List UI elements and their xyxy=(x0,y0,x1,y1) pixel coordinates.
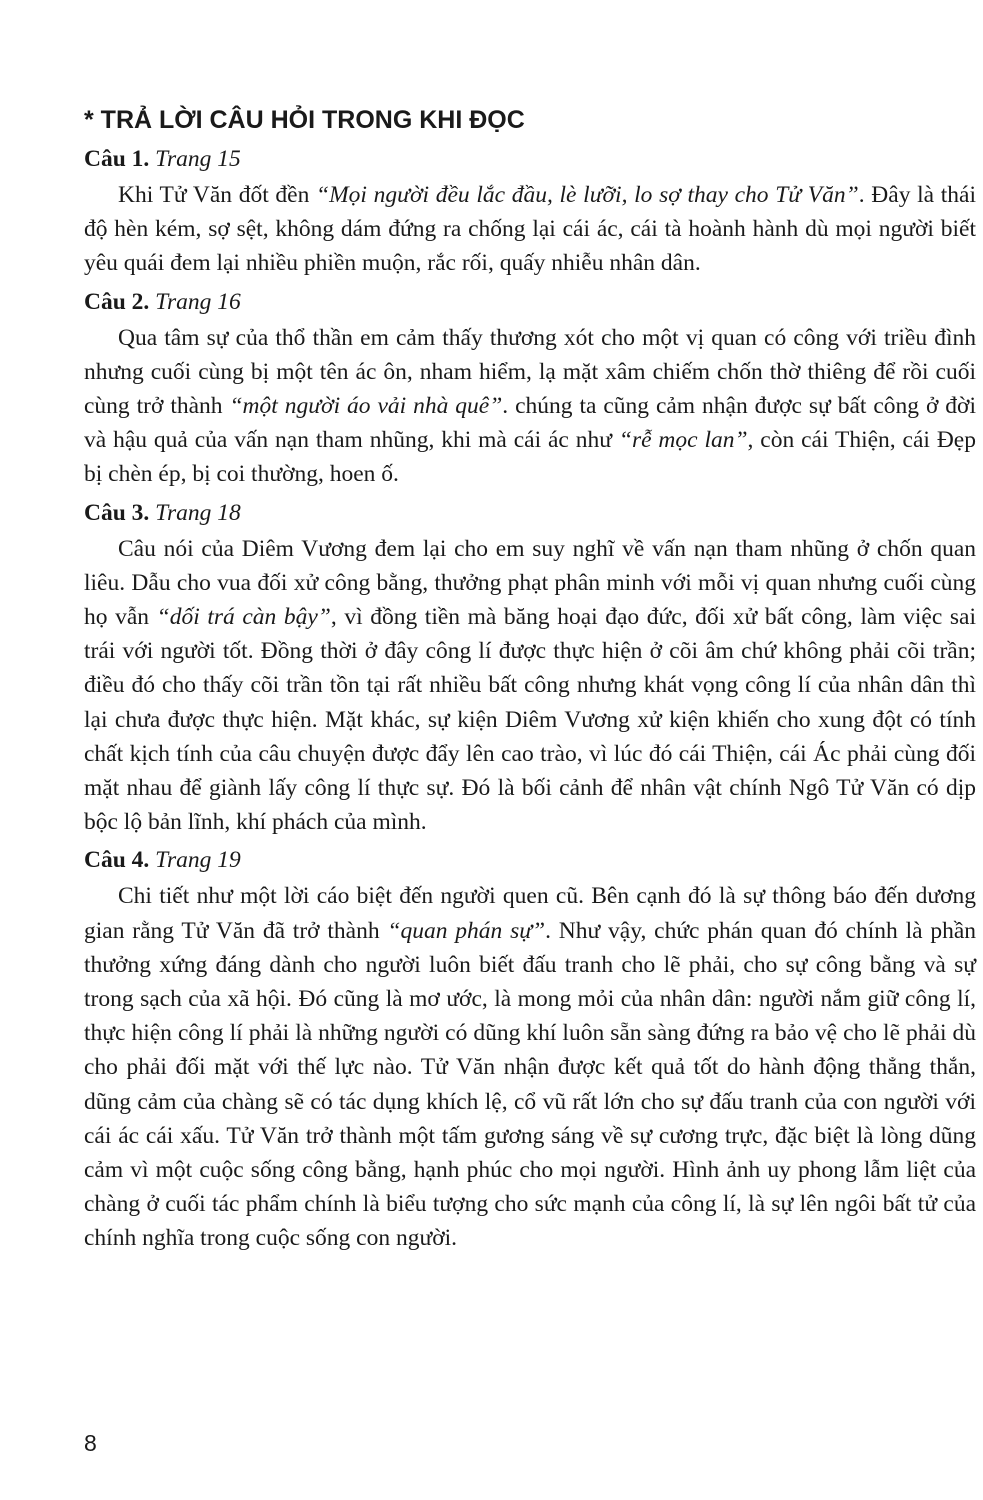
answer-paragraph xyxy=(84,178,976,281)
question-label: Câu 2. xyxy=(84,288,150,315)
quoted-text: “một người áo vải nhà quê” xyxy=(229,393,503,420)
quoted-text: “rễ mọc lan” xyxy=(618,427,748,454)
page-number: 8 xyxy=(84,1430,97,1456)
question-title xyxy=(84,494,976,532)
question-page-ref: Trang 18 xyxy=(155,499,241,526)
question-block xyxy=(84,841,976,1255)
question-label: Câu 3. xyxy=(84,499,150,526)
question-title xyxy=(84,841,976,879)
question-block xyxy=(84,494,976,840)
paragraph-text: Qua tâm sự của thổ thần em cảm thấy thương xót cho một vị quan có công với triều đình nhưng cuối cùng bị một tên ác ôn, nham hiểm, lạ mặt xâm chiếm chốn thờ thiêng để rồi cuối cùng trở thành xyxy=(84,324,976,420)
paragraph-text: , còn cái Thiện, cái Đẹp bị chèn ép, bị coi thường, hoen ố. xyxy=(84,427,976,488)
paragraph-text: , vì đồng tiền mà băng hoại đạo đức, đối xử bất công, làm việc sai trái với người tốt. Đồng thời ở đây công lí được thực hiện ở cõi âm chứ không phải cõi trần; điều đó cho thấy cõi trần tồn tại rất nhiều bất công nhưng khát vọng công lí của nhân dân thì lại chưa được thực hiện. Mặt khác, sự kiện Diêm Vương xử kiện khiến cho xung đột có tính chất kịch tính của câu chuyện được đẩy lên cao trào, vì lúc đó cái Thiện, cái Ác phải cùng đối mặt nhau để giành lấy công lí thực sự. Đó là bối cảnh để nhân vật chính Ngô Tử Văn có dịp bộc lộ bản lĩnh, khí phách của mình. xyxy=(84,604,976,836)
paragraph-text: Khi Tử Văn đốt đền xyxy=(118,182,317,208)
paragraph-text: Chi tiết như một lời cáo biệt đến người quen cũ. Bên cạnh đó là sự thông báo đến dương gian rằng Tử Văn đã trở thành xyxy=(84,883,976,944)
question-page-ref: Trang 15 xyxy=(155,146,241,172)
question-label: Câu 4. xyxy=(84,847,150,874)
question-title xyxy=(84,283,976,321)
quoted-text: “Mọi người đều lắc đầu, lè lưỡi, lo sợ thay cho Tử Văn” xyxy=(316,182,859,208)
question-page-ref: Trang 16 xyxy=(155,288,241,315)
paragraph-text: . Đây là thái độ hèn kém, sợ sệt, không dám đứng ra chống lại cái ác, cái tà hoành hành dù mọi người biết yêu quái đem lại nhiều phiền muộn, rắc rối, quấy nhiễu nhân dân. xyxy=(84,182,977,277)
answer-paragraph xyxy=(84,532,976,840)
quoted-text: “dối trá càn bậy” xyxy=(156,604,331,631)
question-block xyxy=(84,283,976,492)
answer-paragraph xyxy=(84,321,976,492)
answer-paragraph xyxy=(84,879,976,1255)
question-page-ref: Trang 19 xyxy=(155,847,241,874)
questions-list xyxy=(84,140,976,1256)
question-label: Câu 1. xyxy=(84,146,150,172)
question-title xyxy=(84,140,976,178)
paragraph-text: . Như vậy, chức phán quan đó chính là phần thưởng xứng đáng dành cho người luôn biết đấu tranh cho lẽ phải, cho sự công bằng và sự trong sạch của xã hội. Đó cũng là mơ ước, là mong mỏi của nhân dân: người nắm giữ công lí, thực hiện công lí phải là những người có dũng khí luôn sẵn sàng đứng ra bảo vệ cho lẽ phải dù cho phải đối mặt với thế lực nào. Tử Văn nhận được kết quả tốt do hành động thẳng thắn, dũng cảm của chàng sẽ có tác dụng khích lệ, cổ vũ rất lớn cho sự đấu tranh của con người với cái ác cái xấu. Tử Văn trở thành một tấm gương sáng về sự cương trực, đặc biệt là lòng dũng cảm vì một cuộc sống công bằng, hạnh phúc cho mọi người. Hình ảnh uy phong lẫm liệt của chàng ở cuối tác phẩm chính là biểu tượng cho sức mạnh của công lí, là sự lên ngôi bất tử của chính nghĩa trong cuộc sống con người. xyxy=(84,917,977,1252)
page-content xyxy=(84,100,976,1258)
paragraph-text: . chúng ta cũng cảm nhận được sự bất công ở đời và hậu quả của vấn nạn tham nhũng, khi mà cái ác như xyxy=(84,393,977,454)
paragraph-text: Câu nói của Diêm Vương đem lại cho em suy nghĩ về vấn nạn tham nhũng ở chốn quan liêu. Dẫu cho vua đối xử công bằng, thưởng phạt phân minh với mỗi vị quan nhưng cuối cùng họ vẫn xyxy=(84,535,976,631)
quoted-text: “quan phán sự” xyxy=(387,917,546,944)
question-block xyxy=(84,140,976,281)
section-heading: * TRẢ LỜI CÂU HỎI TRONG KHI ĐỌC xyxy=(84,106,525,134)
